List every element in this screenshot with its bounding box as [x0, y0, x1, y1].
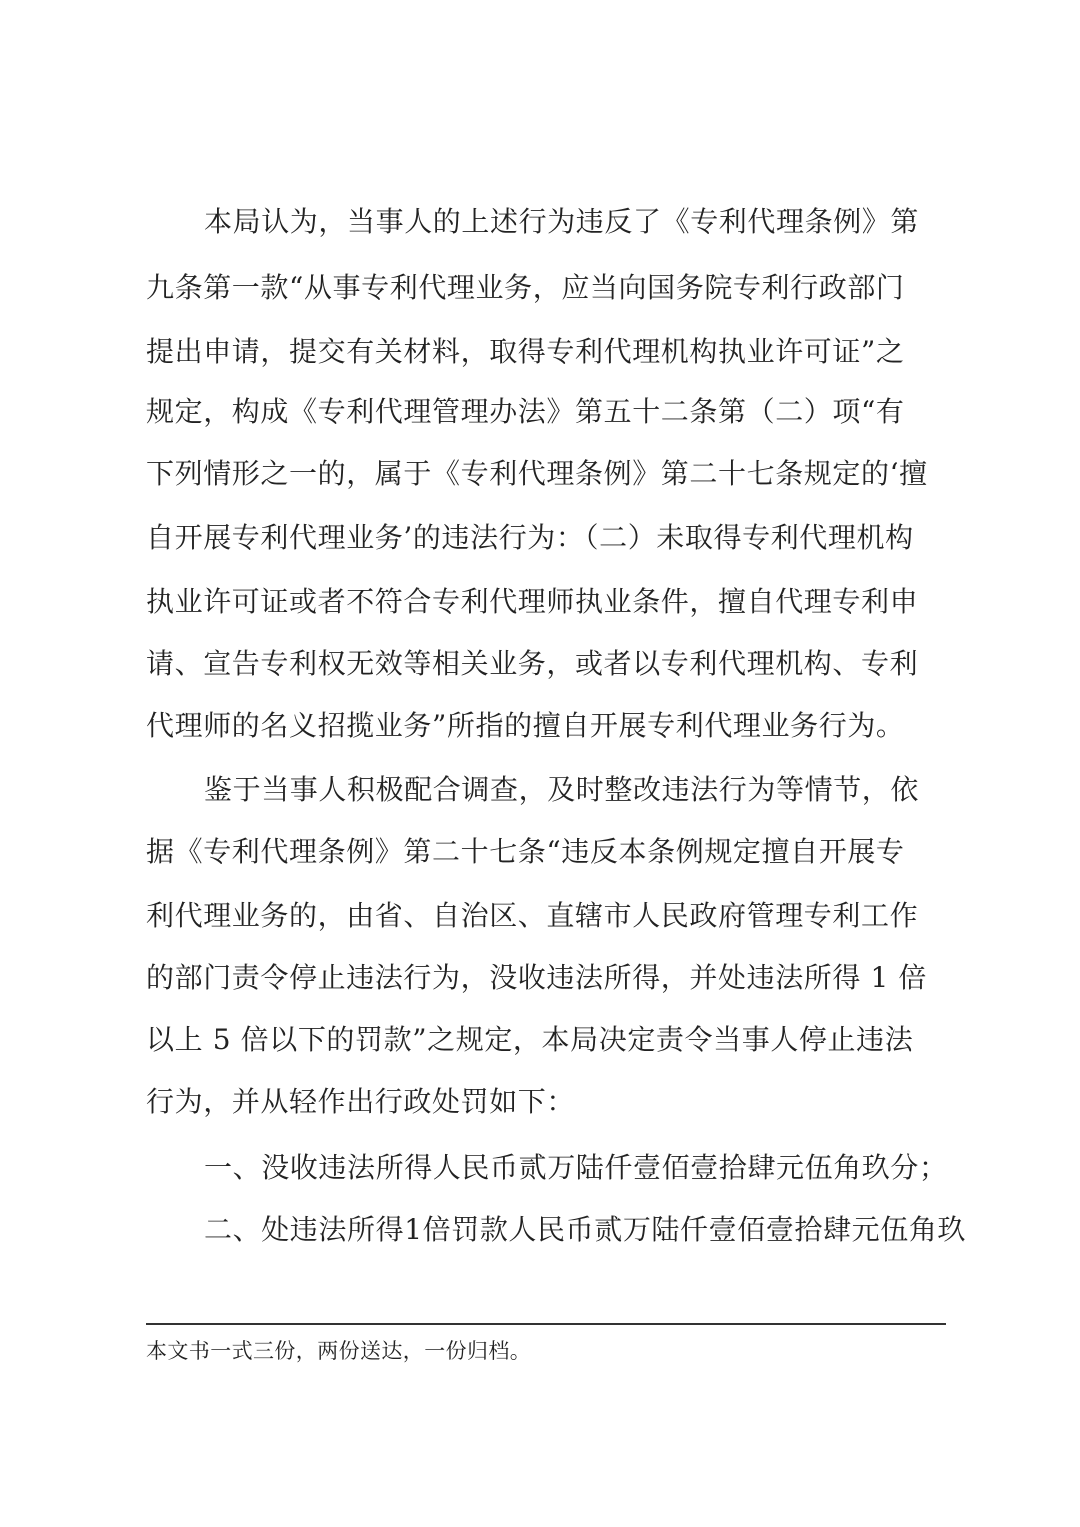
paragraph-1-line-2: 九条第一款“从事专利代理业务，应当向国务院专利行政部门	[146, 271, 905, 304]
paragraph-1-line-1: 本局认为，当事人的上述行为违反了《专利代理条例》第	[204, 205, 920, 238]
footnote-text: 本文书一式三份，两份送达，一份归档。	[146, 1339, 532, 1363]
paragraph-1-line-6: 自开展专利代理业务’的违法行为：（二）未取得专利代理机构	[146, 521, 914, 554]
paragraph-2-line-6: 行为，并从轻作出行政处罚如下：	[146, 1085, 576, 1118]
penalty-item-2: 二、处违法所得1倍罚款人民币贰万陆仟壹佰壹拾肆元伍角玖	[204, 1213, 967, 1246]
paragraph-2-line-5: 以上 5 倍以下的罚款”之规定，本局决定责令当事人停止违法	[146, 1023, 914, 1056]
paragraph-1-line-7: 执业许可证或者不符合专利代理师执业条件，擅自代理专利申	[146, 585, 919, 618]
footnote-divider	[146, 1323, 946, 1325]
paragraph-2-line-1: 鉴于当事人积极配合调查，及时整改违法行为等情节，依	[204, 773, 920, 806]
paragraph-1-line-9: 代理师的名义招揽业务”所指的擅自开展专利代理业务行为。	[146, 709, 905, 742]
paragraph-1-line-4: 规定，构成《专利代理管理办法》第五十二条第（二）项“有	[146, 395, 905, 428]
paragraph-2-line-3: 利代理业务的，由省、自治区、直辖市人民政府管理专利工作	[146, 899, 919, 932]
penalty-item-1: 一、没收违法所得人民币贰万陆仟壹佰壹拾肆元伍角玖分；	[204, 1151, 948, 1184]
paragraph-1-line-5: 下列情形之一的，属于《专利代理条例》第二十七条规定的‘擅	[146, 457, 928, 490]
paragraph-2-line-4: 的部门责令停止违法行为，没收违法所得，并处违法所得 1 倍	[146, 961, 928, 994]
paragraph-1-line-8: 请、宣告专利权无效等相关业务，或者以专利代理机构、专利	[146, 647, 919, 680]
paragraph-1-line-3: 提出申请，提交有关材料，取得专利代理机构执业许可证”之	[146, 335, 905, 368]
paragraph-2-line-2: 据《专利代理条例》第二十七条“违反本条例规定擅自开展专	[146, 835, 905, 868]
